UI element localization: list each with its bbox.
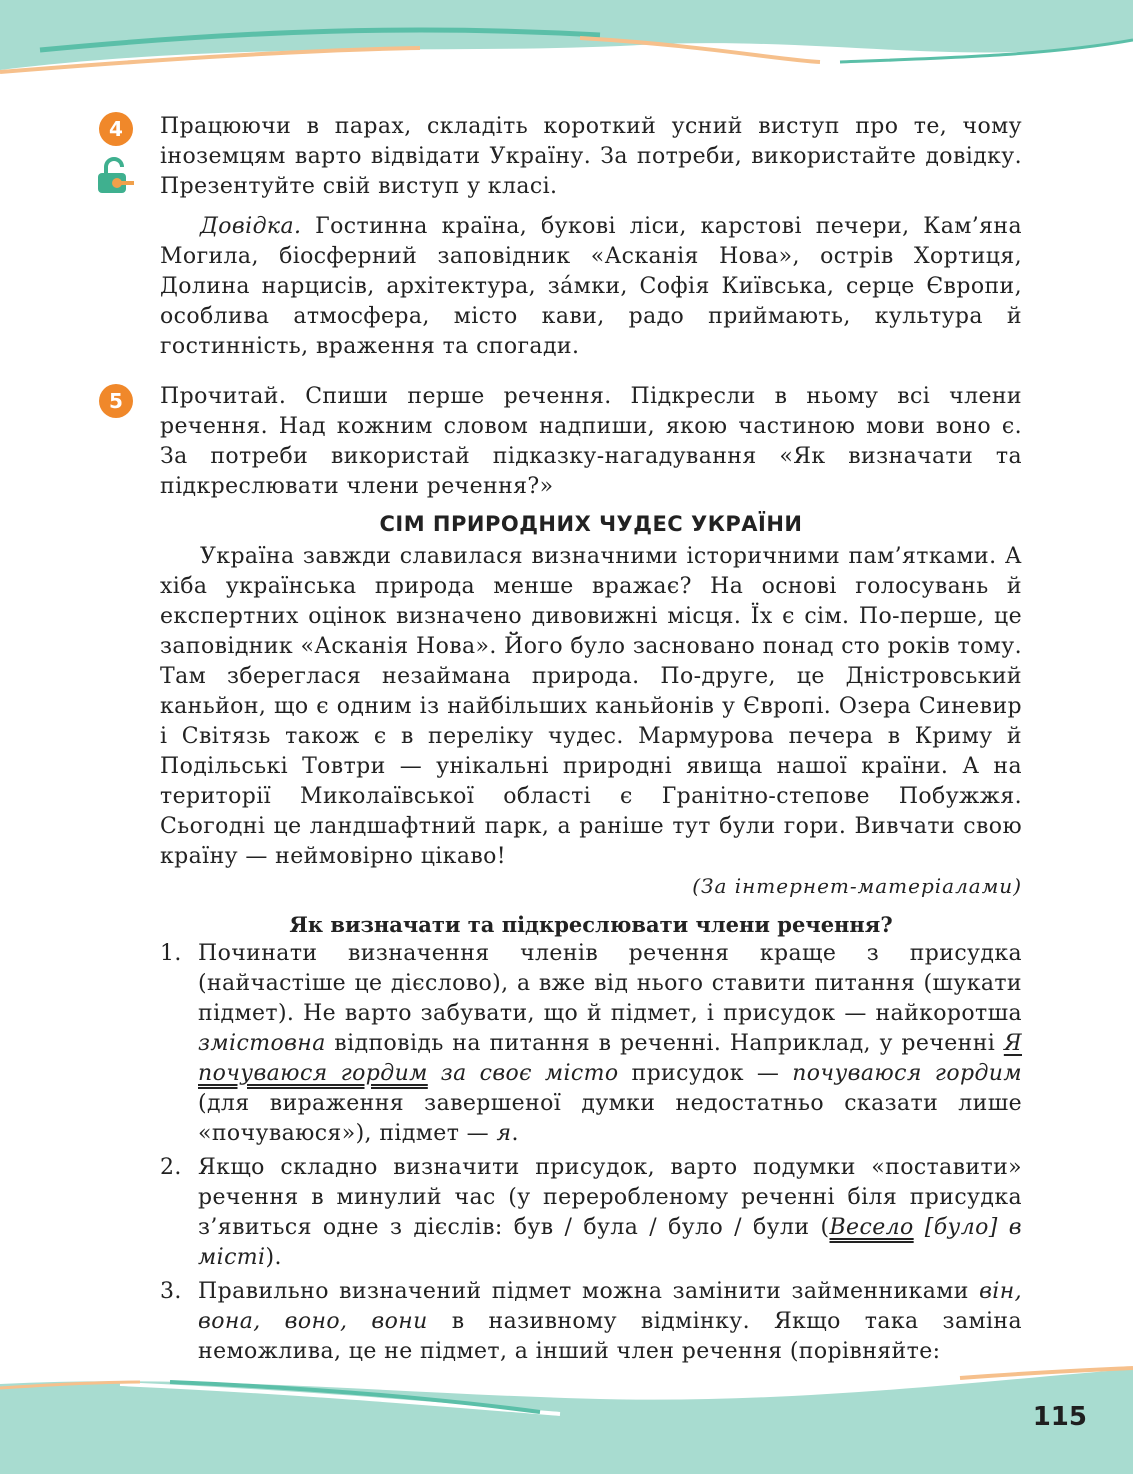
article-source: (За інтернет-матеріалами) <box>692 874 1022 898</box>
reference-text: Гостинна країна, букові ліси, карстові печери, Кам’яна Могила, біосферний заповідник «Асканія Нова», острів Хортиця, Долина нарцисів, архітектура, за́мки, Софія Київська, серце Європи, особлива атмосфера, місто кави, радо приймають, культура й гостинність, враження та спогади. <box>160 214 1022 359</box>
task-number-4: 4 <box>99 112 133 146</box>
bottom-wave-decoration <box>0 1364 1133 1474</box>
hint-rule-1 <box>160 939 1022 1149</box>
article-body: Україна завжди славилася визначними історичними пам’ятками. А хіба українська природа менше вражає? На основі голосувань й експертних оцінок визначено дивовижні місця. Їх є сім. По-перше, це заповідник «Асканія Нова». Його було засновано понад сто років тому. Там збереглася незаймана природа. По-друге, це Дністровський каньйон, що є одним із найбільших каньйонів у Європі. Озера Синевир і Світязь також є в переліку чудес. Мармурова печера в Криму й Подільські Товтри — унікальні природні явища нашої країни. А на території Миколаївської області є Гранітно-степове Побужжя. Сьогодні це ландшафтний парк, а раніше тут були гори. Вивчати свою країну — неймовірно цікаво! <box>160 544 1022 869</box>
hint-rule-2 <box>160 1153 1022 1273</box>
hint-title: Як визначати та підкреслювати члени речення? <box>289 912 893 937</box>
underlined-subject: Я <box>1003 1031 1022 1056</box>
reference-paragraph <box>160 212 1022 362</box>
rule-text: Якщо складно визначити присудок, варто подумки «поставити» речення в минулий час (у переробленому реченні біля присудка з’явиться одне з дієслів: був / була / було / були (Весело [було] в місті). <box>198 1155 1022 1270</box>
double-underlined-predicate: почуваюся гордим <box>198 1061 428 1086</box>
task-number-5: 5 <box>99 384 133 418</box>
article-title: СІМ ПРИРОДНИХ ЧУДЕС УКРАЇНИ <box>379 512 803 536</box>
page-content <box>160 112 1022 1367</box>
hint-rule-3 <box>160 1277 1022 1367</box>
page-number: 115 <box>1032 1402 1087 1432</box>
task-5-text: Прочитай. Спиши перше речення. Підкресли в ньому всі члени речення. Над кожним словом надпиши, якою частиною мови воно є. За потреби використай підказку-нагадування «Як визначати та підкреслювати члени речення?» <box>160 384 1022 499</box>
task-4-text: Працюючи в парах, складіть короткий усний виступ про те, чому іноземцям варто відвідати Україну. За потреби, використайте довідку. Презентуйте свій виступ у класі. <box>160 114 1022 199</box>
double-underlined-predicate: Весело <box>829 1215 914 1240</box>
rule-number: 3. <box>160 1279 182 1304</box>
reference-label: Довідка. <box>200 214 302 239</box>
rule-number: 1. <box>160 941 182 966</box>
rule-number: 2. <box>160 1155 182 1180</box>
top-wave-decoration <box>0 0 1133 90</box>
rule-text: Починати визначення членів речення краще з присудка (найчастіше це дієслово), а вже від нього ставити питання (шукати підмет). Не варто забувати, що й підмет, і присудок — найкоротша змістовна відповідь на питання в реченні. Наприклад, у реченні Я почуваюся гордим за своє місто присудок — почуваюся гордим (для вираження завершеної думки недостатньо сказати лише «почуваюся»), підмет — я. <box>198 941 1023 1146</box>
open-lock-icon <box>96 156 136 196</box>
rule-text: Правильно визначений підмет можна замінити займенниками він, вона, воно, вони в називному відмінку. Якщо така заміна неможлива, це не підмет, а інший член речення (порівняйте: <box>198 1279 1022 1364</box>
